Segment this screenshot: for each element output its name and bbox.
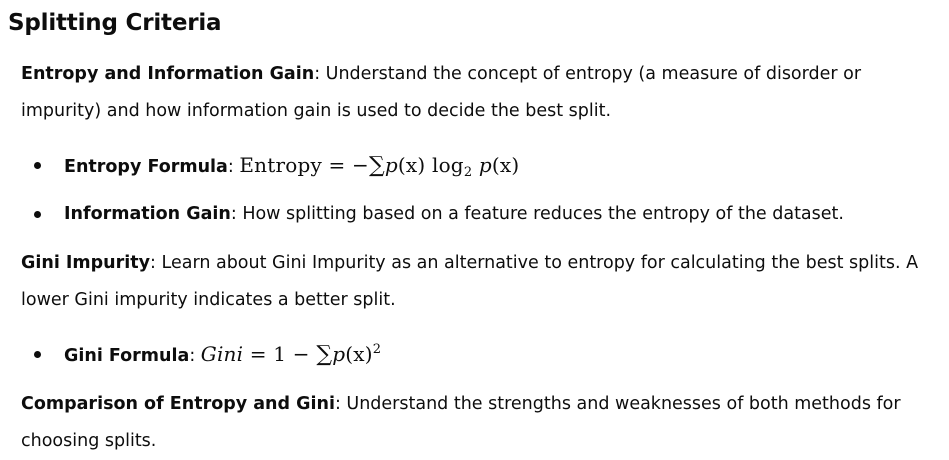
gini-lhs: Gini [200, 342, 244, 366]
equals-minus: = − [321, 153, 369, 177]
paragraph-gini-impurity [21, 245, 926, 319]
term-gini-formula: Gini Formula [64, 346, 190, 366]
list-item-information-gain [64, 197, 844, 231]
log-base: 2 [463, 165, 473, 180]
separator: : [227, 157, 240, 177]
paragraph-text: : Learn about Gini Impurity as an alternative to entropy for calculating the best splits. A lower Gini impurity indicates a better split. [21, 253, 919, 310]
entropy-formula [239, 153, 520, 180]
paragraph-entropy-information-gain [21, 56, 926, 130]
term-comparison: Comparison of Entropy and Gini [21, 394, 335, 414]
log-fn: log [431, 153, 464, 177]
x-arg: (x) [397, 153, 426, 177]
sum-symbol: ∑ [316, 342, 333, 367]
term-information-gain: Information Gain [64, 204, 231, 224]
term-gini-impurity: Gini Impurity [21, 253, 151, 273]
x-arg: (x) [491, 153, 520, 177]
p-var: p [478, 153, 492, 177]
term-entropy-formula: Entropy Formula [64, 157, 228, 177]
p-var: p [332, 342, 346, 366]
paragraph-text: : Understand the strengths and weaknesses of both methods for choosing splits. [21, 394, 901, 451]
x-arg: (x) [345, 342, 373, 366]
entropy-lhs: Entropy [239, 153, 322, 177]
separator: : [189, 346, 201, 366]
section-heading: Splitting Criteria [8, 10, 222, 36]
term-entropy-information-gain: Entropy and Information Gain [21, 64, 315, 84]
paragraph-text: : Understand the concept of entropy (a measure of disorder or impurity) and how information gain is used to decide the best split. [21, 64, 862, 121]
equals-one-minus: = 1 − [243, 342, 317, 366]
list-item-text: : How splitting based on a feature reduces the entropy of the dataset. [230, 204, 844, 224]
p-var: p [384, 153, 398, 177]
paragraph-comparison [21, 386, 926, 460]
exponent: 2 [372, 342, 382, 357]
list-item-gini-formula [64, 337, 381, 371]
list-item-entropy-formula [64, 148, 519, 182]
sum-symbol: ∑ [368, 153, 385, 178]
gini-formula [201, 342, 381, 366]
